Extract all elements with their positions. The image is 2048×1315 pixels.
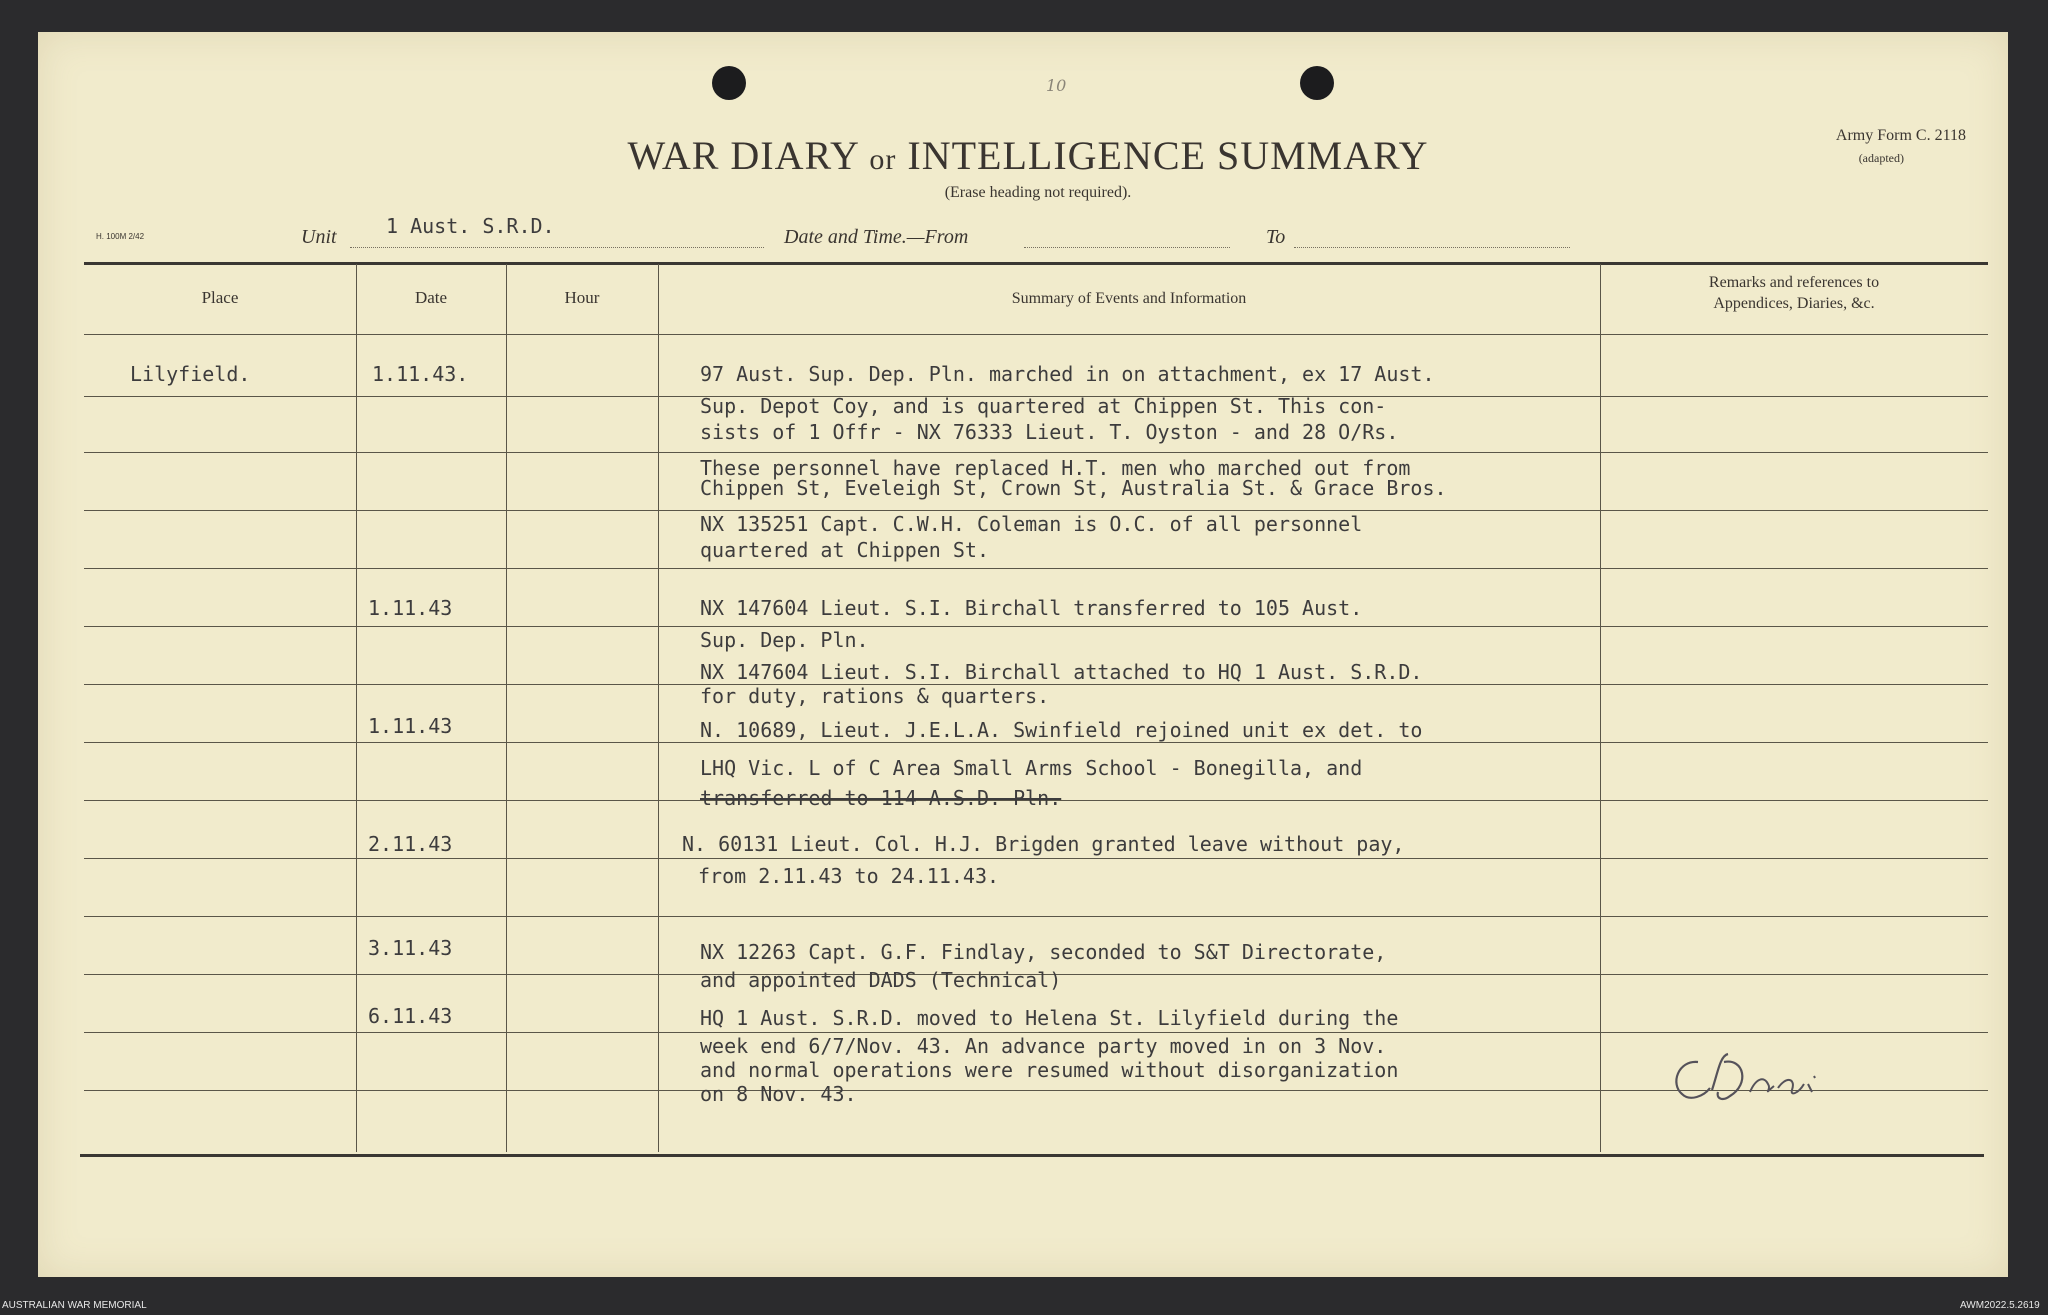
col-divider-date bbox=[506, 264, 507, 1152]
form-subtitle: (Erase heading not required). bbox=[944, 184, 1132, 201]
summary-line: and normal operations were resumed without disorganization bbox=[700, 1058, 1399, 1082]
handwritten-initials bbox=[1658, 1032, 1868, 1122]
date-cell: 3.11.43 bbox=[368, 936, 453, 960]
unit-dotline bbox=[350, 247, 764, 248]
summary-line: quartered at Chippen St. bbox=[700, 538, 989, 562]
summary-line: Sup. Depot Coy, and is quartered at Chippen St. This con- bbox=[700, 394, 1387, 418]
header-date: Date bbox=[414, 288, 448, 307]
summary-line: for duty, rations & quarters. bbox=[700, 684, 1050, 708]
summary-line: on 8 Nov. 43. bbox=[700, 1082, 857, 1106]
header-hour: Hour bbox=[564, 288, 600, 307]
summary-line: HQ 1 Aust. S.R.D. moved to Helena St. Lilyfield during the bbox=[700, 1006, 1399, 1030]
col-divider-place bbox=[356, 264, 357, 1152]
date-from-label: Date and Time.—From bbox=[784, 226, 969, 248]
row-rule bbox=[84, 916, 1988, 917]
row-rule bbox=[84, 452, 1988, 453]
to-dotline bbox=[1294, 247, 1570, 248]
header-remarks: Remarks and references to Appendices, Diaries, &c. bbox=[1708, 274, 1880, 312]
diary-sheet bbox=[38, 32, 2008, 1277]
date-from-dotline bbox=[1024, 247, 1230, 248]
army-form-number: Army Form C. 2118 (adapted) bbox=[1835, 127, 1966, 165]
row-rule bbox=[84, 858, 1988, 859]
summary-line: 97 Aust. Sup. Dep. Pln. marched in on attachment, ex 17 Aust. bbox=[700, 362, 1435, 386]
form-title: WAR DIARY or INTELLIGENCE SUMMARY bbox=[627, 133, 1429, 178]
row-rule bbox=[84, 742, 1988, 743]
date-cell: 1.11.43 bbox=[368, 714, 453, 738]
summary-line: week end 6/7/Nov. 43. An advance party moved in on 3 Nov. bbox=[700, 1034, 1387, 1058]
summary-line: from 2.11.43 to 24.11.43. bbox=[698, 864, 1000, 888]
date-cell: 1.11.43 bbox=[368, 596, 453, 620]
summary-line: NX 147604 Lieut. S.I. Birchall attached to HQ 1 Aust. S.R.D. bbox=[700, 660, 1423, 684]
print-code: H. 100M 2/42 bbox=[96, 232, 145, 241]
row-rule bbox=[84, 510, 1988, 511]
col-divider-hour bbox=[658, 264, 659, 1152]
summary-line: NX 12263 Capt. G.F. Findlay, seconded to S&T Directorate, bbox=[700, 940, 1387, 964]
footer-right: AWM2022.5.2619 bbox=[1960, 1300, 2040, 1311]
summary-line: These personnel have replaced H.T. men who marched out from bbox=[700, 456, 1411, 480]
table-top-border bbox=[84, 262, 1988, 265]
footer-left: AUSTRALIAN WAR MEMORIAL bbox=[2, 1300, 147, 1311]
unit-value: 1 Aust. S.R.D. bbox=[386, 214, 555, 238]
col-divider-summary bbox=[1600, 264, 1601, 1152]
date-cell: 6.11.43 bbox=[368, 1004, 453, 1028]
summary-line: NX 135251 Capt. C.W.H. Coleman is O.C. of all personnel bbox=[700, 512, 1363, 536]
row-rule bbox=[84, 568, 1988, 569]
header-bottom-rule bbox=[84, 334, 1988, 335]
summary-line: LHQ Vic. L of C Area Small Arms School - Bonegilla, and bbox=[700, 756, 1363, 780]
pencil-mark: 10 bbox=[1046, 76, 1067, 95]
row-rule bbox=[84, 626, 1988, 627]
summary-line: sists of 1 Offr - NX 76333 Lieut. T. Oyston - and 28 O/Rs. bbox=[700, 420, 1399, 444]
punch-hole-left bbox=[712, 66, 746, 100]
header-place: Place bbox=[201, 288, 239, 307]
summary-line: NX 147604 Lieut. S.I. Birchall transferred to 105 Aust. bbox=[700, 596, 1363, 620]
place-cell: Lilyfield. bbox=[130, 362, 251, 386]
summary-line: and appointed DADS (Technical) bbox=[700, 968, 1062, 992]
unit-label: Unit bbox=[301, 226, 337, 248]
date-cell: 1.11.43. bbox=[372, 362, 469, 386]
punch-hole-right bbox=[1300, 66, 1334, 100]
date-cell: 2.11.43 bbox=[368, 832, 453, 856]
summary-line: Sup. Dep. Pln. bbox=[700, 628, 869, 652]
summary-line: N. 60131 Lieut. Col. H.J. Brigden granted leave without pay, bbox=[682, 832, 1405, 856]
header-summary: Summary of Events and Information bbox=[1011, 290, 1247, 307]
to-label: To bbox=[1266, 226, 1286, 248]
summary-line-struck: transferred to 114 A.S.D. Pln. bbox=[700, 786, 1062, 810]
table-bottom-border bbox=[80, 1154, 1984, 1157]
summary-line: Chippen St, Eveleigh St, Crown St, Australia St. & Grace Bros. bbox=[700, 476, 1447, 500]
summary-line: N. 10689, Lieut. J.E.L.A. Swinfield rejoined unit ex det. to bbox=[700, 718, 1423, 742]
